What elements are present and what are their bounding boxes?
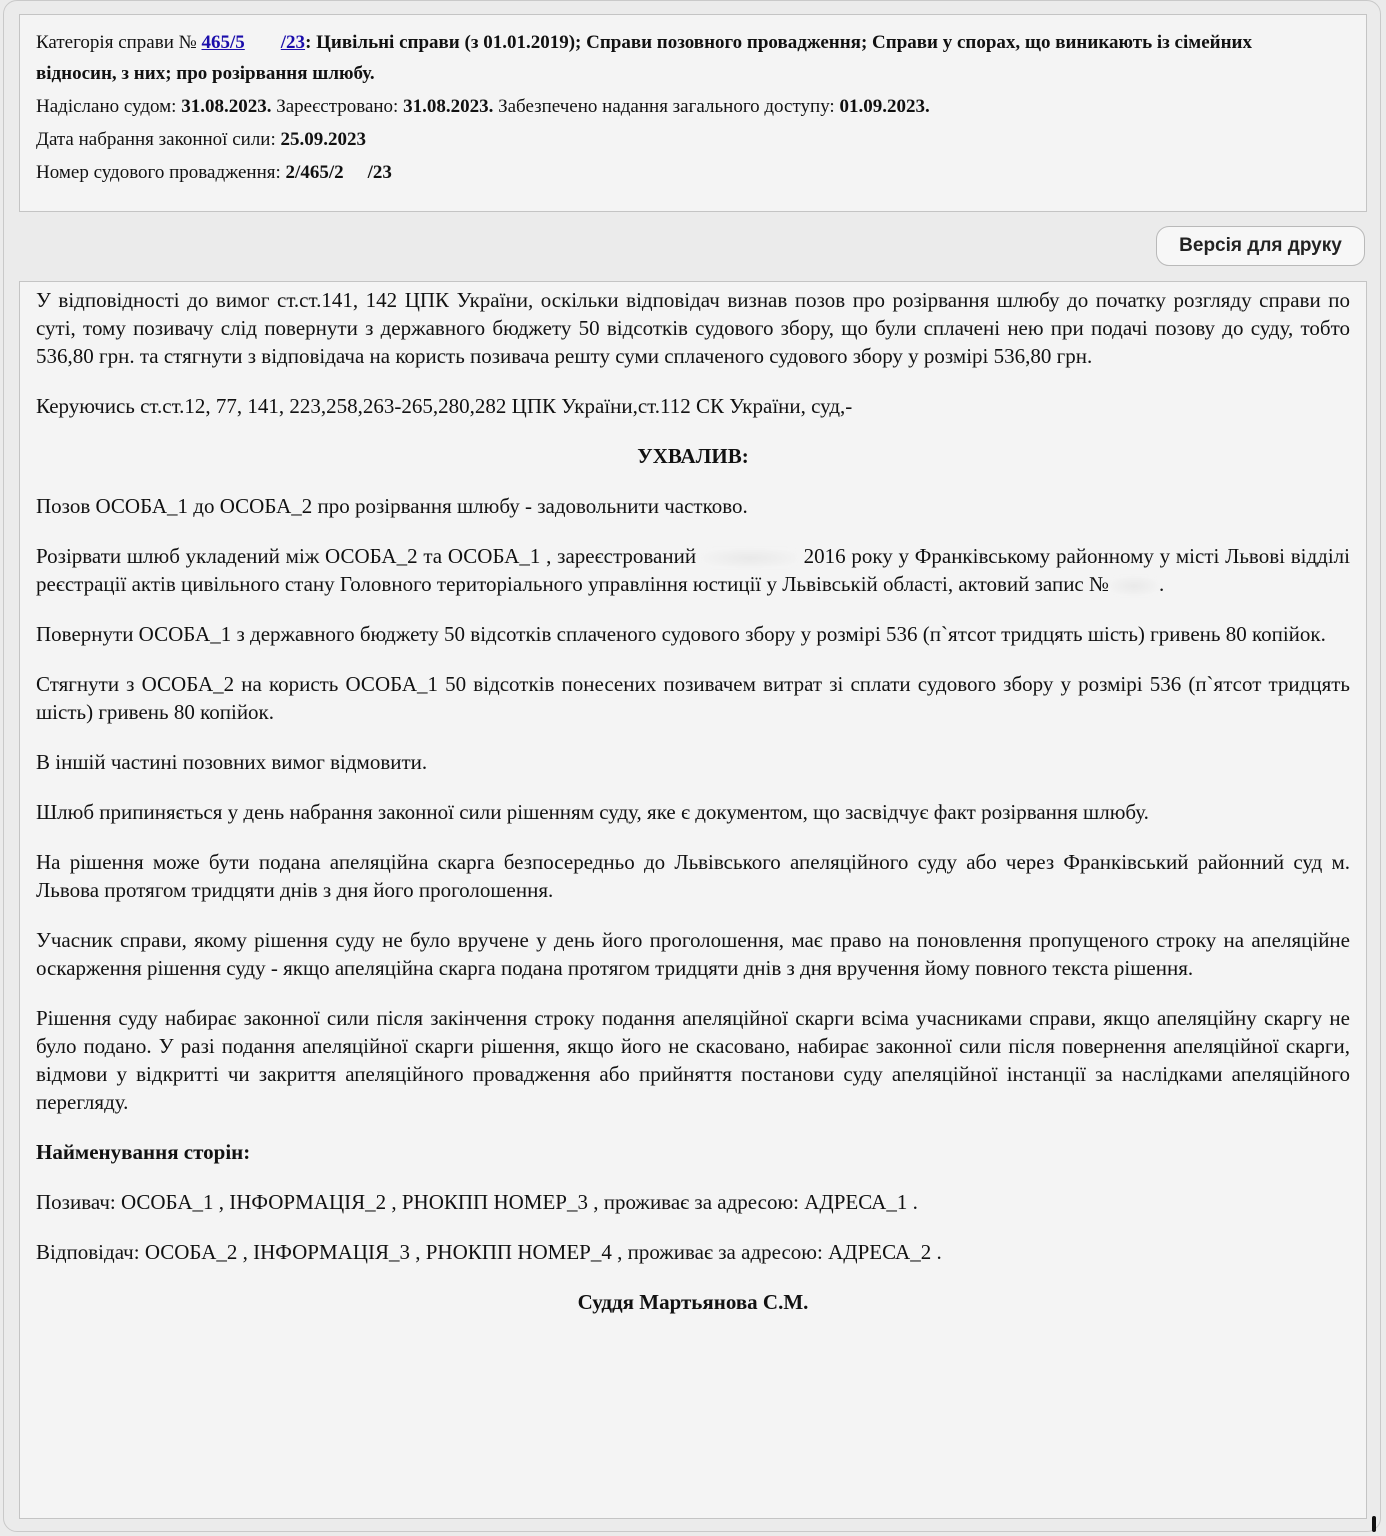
paragraph: Керуючись ст.ст.12, 77, 141, 223,258,263-265,280,282 ЦПК України,ст.112 СК України, суд,- xyxy=(36,394,853,418)
paragraph: На рішення може бути подана апеляційна скарга безпосередньо до Львівського апеляційного суду або через Франківський районний суд м. Львова протягом тридцяти днів з дня його проголошення. xyxy=(36,850,1350,902)
paragraph: В іншій частині позовних вимог відмовити. xyxy=(36,750,428,774)
judge-signature: Суддя Мартьянова С.М. xyxy=(577,1290,809,1314)
paragraph: Рішення суду набирає законної сили після закінчення строку подання апеляційної скарги всіма учасниками справи, якщо апеляційну скаргу не було подано. У разі подання апеляційної скарги рішення, якщо його не скасовано, набирає законної сили після повернення апеляційної скарги, відмови у відкритті чи закриття апеляційного провадження або прийняття постанови суду апеляційної інстанції за наслідками апеляційного перегляду. xyxy=(36,1006,1350,1114)
case-category: Категорія справи № 465/5 /23: Цивільні справи (з 01.01.2019); Справи позовного провадження; Справи у спорах, що виникають із сімейних відносин, з них; про розірвання шлюбу. xyxy=(36,32,1252,84)
paragraph: Стягнути з ОСОБА_2 на користь ОСОБА_1 50 відсотків понесених позивачем витрат зі сплати судового збору у розмірі 536 (п`ятсот тридцять шість) гривень 80 копійок. xyxy=(36,672,1350,724)
paragraph: Учасник справи, якому рішення суду не було вручене у день його проголошення, має право на поновлення пропущеного строку на апеляційне оскарження рішення суду - якщо апеляційна скарга подана протягом тридцяти днів з дня вручення йому повного текста рішення. xyxy=(36,928,1350,980)
decision-heading: УХВАЛИВ: xyxy=(637,444,749,468)
case-info-panel xyxy=(19,14,1367,212)
category-text-line2: відносин, з них; про розірвання шлюбу. xyxy=(36,63,375,84)
paragraph: У відповідності до вимог ст.ст.141, 142 ЦПК України, оскільки відповідач визнав позов про розірвання шлюбу до початку розгляду справи по суті, тому позивачу слід повернути з державного бюджету 50 відсотків судового збору, що були сплачені нею при подачі позову до суду, тобто 536,80 грн. та стягнути з відповідача на користь позивача решту суми сплаченого судового збору у розмірі 536,80 грн. xyxy=(36,288,1350,368)
paragraph: Позов ОСОБА_1 до ОСОБА_2 про розірвання шлюбу - задовольнити частково. xyxy=(36,494,748,518)
case-number-link[interactable]: 465/5 /23 xyxy=(201,32,306,53)
print-version-button[interactable]: Версія для друку xyxy=(1156,226,1365,266)
dates-line: Надіслано судом: 31.08.2023. Зареєстровано: 31.08.2023. Забезпечено надання загального доступу: 01.09.2023. xyxy=(36,96,930,117)
redacted-record-number xyxy=(1109,576,1159,596)
paragraph: Розірвати шлюб укладений між ОСОБА_2 та ОСОБА_1 , зареєстрований 2016 року у Франківському районному у місті Львові відділі реєстрації актів цивільного стану Головного територіального управління юстиції у Львівській області, актовий запис № . xyxy=(36,544,1350,596)
defendant-line: Відповідач: ОСОБА_2 , ІНФОРМАЦІЯ_3 , РНОКПП НОМЕР_4 , проживає за адресою: АДРЕСА_2 . xyxy=(36,1240,942,1264)
legal-force-line: Дата набрання законної сили: 25.09.2023 xyxy=(36,129,366,150)
paragraph: Повернути ОСОБА_1 з державного бюджету 50 відсотків сплаченого судового збору у розмірі 536 (п`ятсот тридцять шість) гривень 80 копійок. xyxy=(36,622,1326,646)
legal-force-date: 25.09.2023 xyxy=(280,129,366,150)
document-body xyxy=(19,281,1367,1519)
parties-heading: Найменування сторін: xyxy=(36,1140,251,1164)
category-text: : Цивільні справи (з 01.01.2019); Справи позовного провадження; Справи у спорах, що виникають із сімейних xyxy=(305,32,1252,53)
registered-date: 31.08.2023. xyxy=(403,96,494,117)
resize-handle-icon xyxy=(1372,1516,1376,1532)
plaintiff-line: Позивач: ОСОБА_1 , ІНФОРМАЦІЯ_2 , РНОКПП НОМЕР_3 , проживає за адресою: АДРЕСА_1 . xyxy=(36,1190,918,1214)
proceeding-number-line: Номер судового провадження: 2/465/2 /23 xyxy=(36,162,392,183)
paragraph: Шлюб припиняється у день набрання законної сили рішенням суду, яке є документом, що засвідчує факт розірвання шлюбу. xyxy=(36,800,1149,824)
access-date: 01.09.2023. xyxy=(839,96,930,117)
sent-date: 31.08.2023. xyxy=(181,96,272,117)
proceeding-number: 2/465/2 /23 xyxy=(285,162,392,183)
redacted-date xyxy=(702,548,798,568)
